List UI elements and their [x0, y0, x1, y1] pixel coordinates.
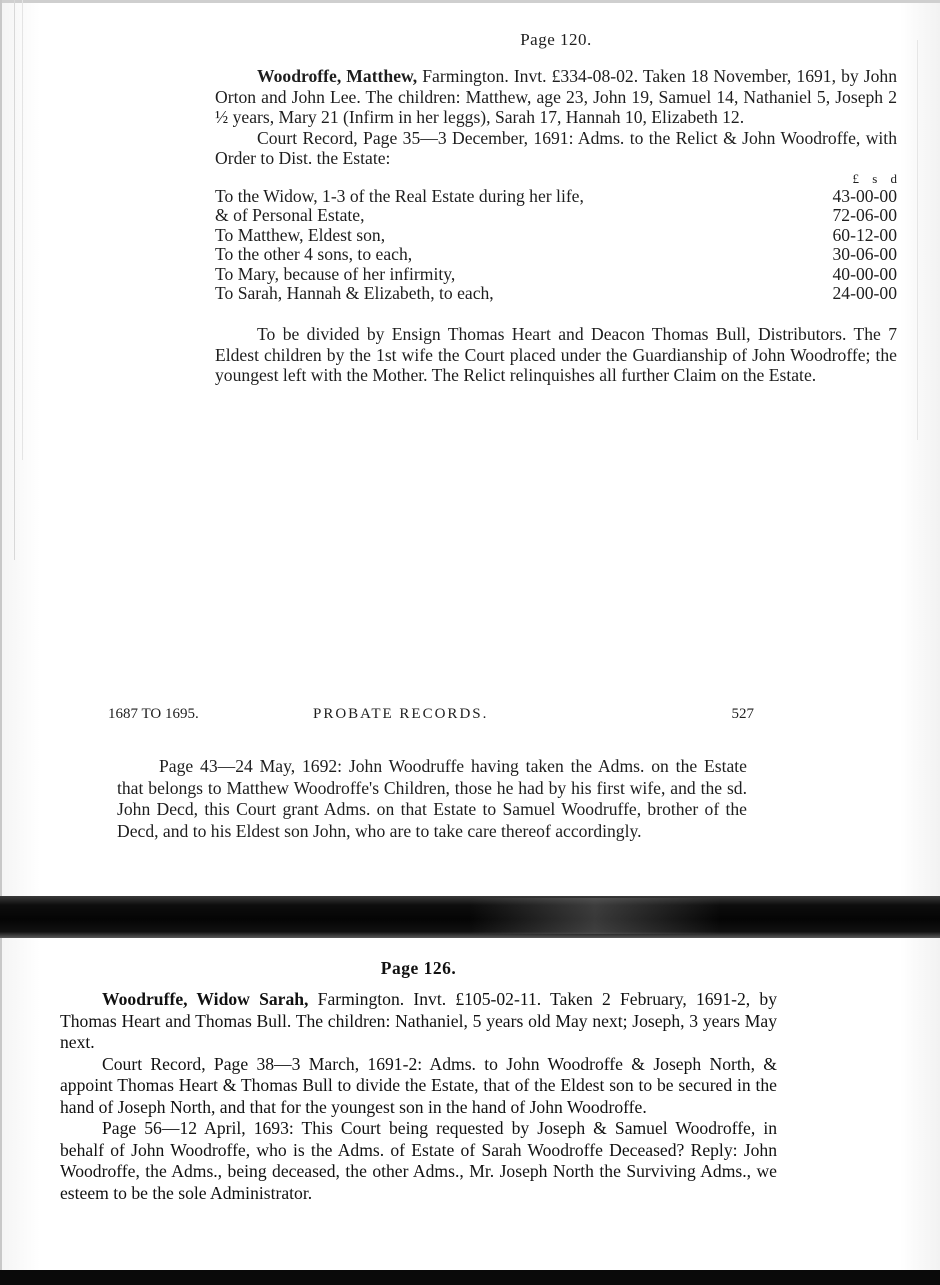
distribution-label: & of Personal Estate,: [215, 205, 365, 226]
distribution-label: To Matthew, Eldest son,: [215, 224, 386, 245]
page-43-paragraph: Page 43—24 May, 1692: John Woodruffe having taken the Adms. on the Estate that belongs to Matthew Woodroffe's Children, those he had by his first wife, and the sd. John Decd, this Court grant Adms. on that Estate to Samuel Woodruffe, brother of the Decd, and to his Eldest son John, who are to take care thereof accordingly.: [117, 756, 747, 841]
distribution-amount: 40-00-00: [832, 263, 897, 284]
currency-header: £ s d: [852, 170, 897, 186]
entry-name: Woodruffe, Widow Sarah,: [102, 989, 309, 1009]
distribution-row: [215, 226, 897, 246]
running-head: [108, 706, 754, 728]
scan-left-edge: [0, 0, 2, 1285]
distribution-amount: 24-00-00: [832, 283, 897, 304]
page-heading: Page 120.: [520, 30, 592, 49]
distribution-label: To the Widow, 1-3 of the Real Estate during her life,: [215, 185, 584, 206]
distribution-amount: 30-06-00: [832, 244, 897, 265]
scan-bottom-band: [0, 1270, 940, 1285]
distribution-label: To the other 4 sons, to each,: [215, 244, 413, 265]
distribution-amount: 43-00-00: [832, 185, 897, 206]
distribution-row: [215, 265, 897, 285]
distribution-row: [215, 284, 897, 304]
court-record: Court Record, Page 35—3 December, 1691: Adms. to the Relict & John Woodroffe, with Order to Dist. the Estate:: [215, 127, 897, 168]
entry-name: Woodroffe, Matthew,: [257, 66, 418, 86]
section-page-43: [117, 756, 747, 842]
section-page-126: [60, 958, 777, 1204]
running-head-left: 1687 TO 1695.: [108, 706, 199, 722]
divided-paragraph: To be divided by Ensign Thomas Heart and Deacon Thomas Bull, Distributors. The 7 Eldest children by the 1st wife the Court placed under the Guardianship of John Woodroffe; the youngest left with the Mother. The Relict relinquishes all further Claim on the Estate.: [215, 324, 897, 386]
scan-band-highlight: [470, 898, 720, 934]
scan-top-edge: [0, 0, 940, 3]
page-heading: Page 126.: [380, 958, 457, 978]
distribution-label: To Sarah, Hannah & Elizabeth, to each,: [215, 283, 494, 304]
court-record: Court Record, Page 38—3 March, 1691-2: Adms. to John Woodroffe & Joseph North, & appoint Thomas Heart & Thomas Bull to divide the Estate, that of the Eldest son to be secured in the hand of Joseph North, and that for the youngest son in the hand of John Woodroffe.: [60, 1053, 777, 1117]
scan-streak: [917, 40, 918, 440]
scan-streak: [22, 0, 23, 460]
distribution-amount: 72-06-00: [832, 205, 897, 226]
running-head-center: PROBATE RECORDS.: [313, 706, 489, 722]
distribution-amount: 60-12-00: [832, 224, 897, 245]
entry-paragraph: [60, 989, 777, 1054]
distribution-row: [215, 187, 897, 207]
section-page-120: [215, 30, 897, 386]
entry-text: Farmington. Invt. £105-02-11. Taken 2 February, 1691-2, by Thomas Heart and Thomas Bull. The children: Nathaniel, 5 years old May next; Joseph, 3 years May next.: [60, 989, 778, 1052]
entry-paragraph: [215, 66, 897, 128]
scan-streak: [14, 0, 15, 560]
distribution-row: [215, 245, 897, 265]
distribution-label: To Mary, because of her infirmity,: [215, 263, 456, 284]
page-56-paragraph: Page 56—12 April, 1693: This Court being requested by Joseph & Samuel Woodroffe, in behalf of John Woodroffe, who is the Adms. of Estate of Sarah Woodroffe Deceased? Reply: John Woodroffe, the Adms., being deceased, the other Adms., Mr. Joseph North the Surviving Adms., we esteem to be the sole Administrator.: [60, 1118, 777, 1203]
distribution-row: [215, 206, 897, 226]
entry-text: Farmington. Invt. £334-08-02. Taken 18 November, 1691, by John Orton and John Lee. The children: Matthew, age 23, John 19, Samuel 14, Nathaniel 5, Joseph 2 ½ years, Mary 21 (Infirm in her leggs), Sarah 17, Hannah 10, Elizabeth 12.: [215, 66, 897, 127]
distribution-table: [215, 187, 897, 305]
running-head-page-number: 527: [731, 706, 754, 722]
